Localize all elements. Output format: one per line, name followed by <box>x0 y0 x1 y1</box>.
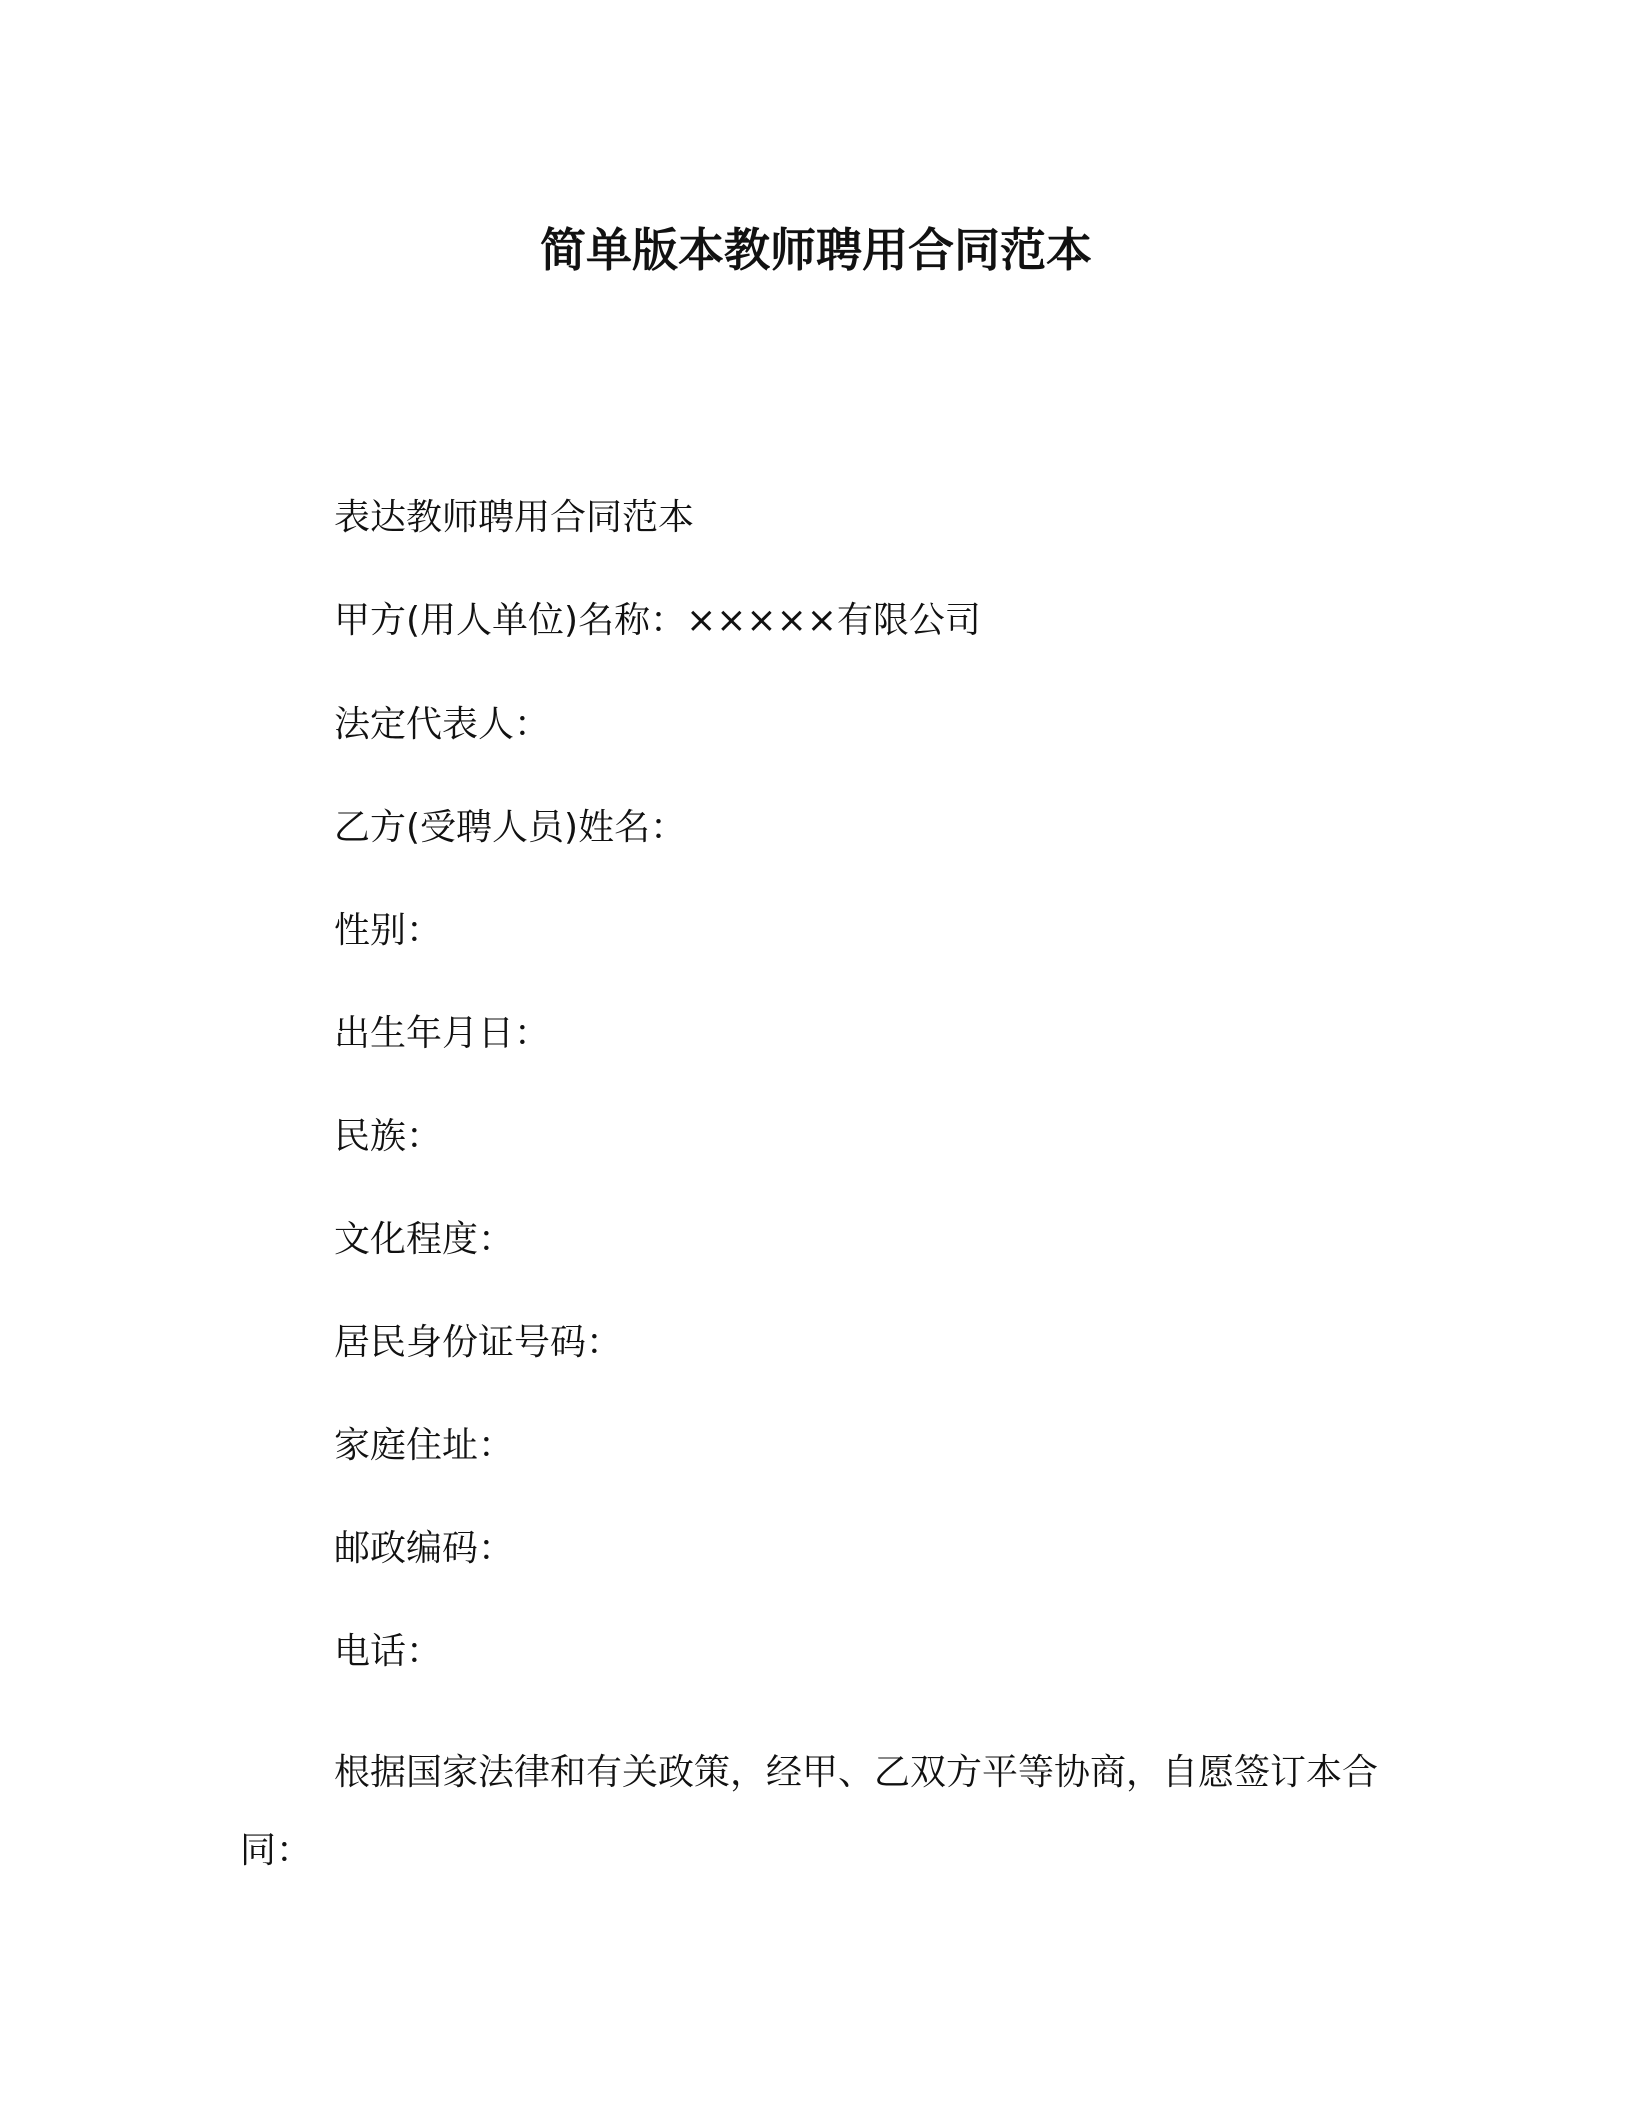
field-party-b-name: 乙方(受聘人员)姓名： <box>334 807 687 848</box>
document-title: 简单版本教师聘用合同范本 <box>540 223 1092 277</box>
field-phone: 电话： <box>334 1631 443 1672</box>
field-ethnicity: 民族： <box>334 1116 443 1157</box>
field-postal-code: 邮政编码： <box>334 1528 515 1569</box>
intro-paragraph: 根据国家法律和有关政策，经甲、乙双方平等协商，自愿签订本合同： <box>240 1752 1379 1871</box>
field-party-a-name: 甲方(用人单位)名称：×××××有限公司 <box>334 600 981 641</box>
field-id-number: 居民身份证号码： <box>334 1322 623 1363</box>
field-education: 文化程度： <box>334 1219 515 1260</box>
field-legal-representative: 法定代表人： <box>334 704 551 745</box>
field-gender: 性别： <box>334 910 443 951</box>
contract-subtitle: 表达教师聘用合同范本 <box>334 497 695 538</box>
field-birth-date: 出生年月日： <box>334 1013 551 1054</box>
field-home-address: 家庭住址： <box>334 1425 515 1466</box>
